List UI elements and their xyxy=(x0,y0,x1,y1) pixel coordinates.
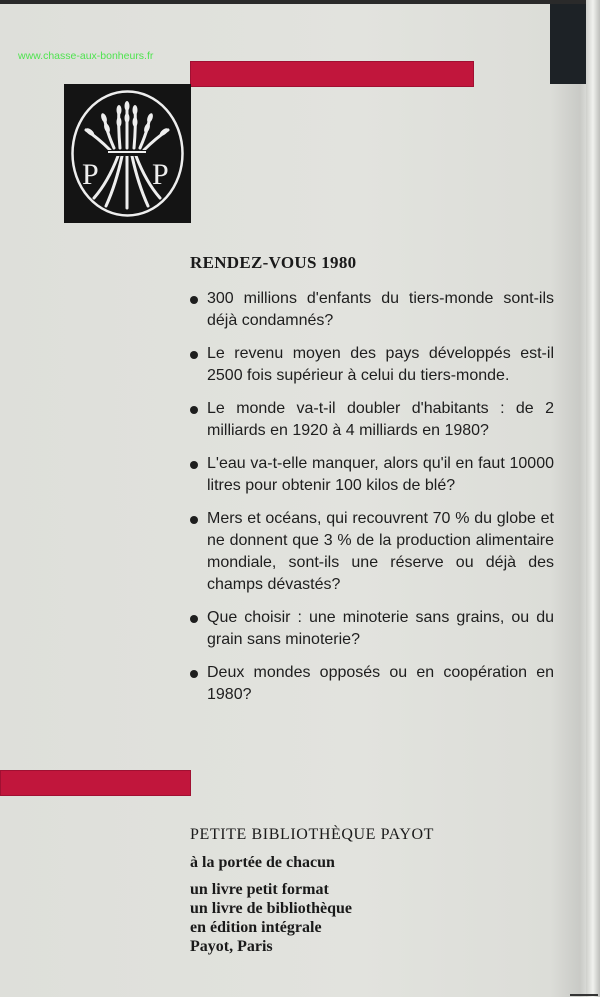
svg-text:P: P xyxy=(152,158,169,191)
section-heading: RENDEZ-VOUS 1980 xyxy=(190,253,357,272)
list-item: Que choisir : une minoterie sans grains, ou du grain sans minoterie? xyxy=(190,607,554,651)
list-item: Mers et océans, qui recouvrent 70 % du globe et ne donnent que 3 % de la production alimentaire mondiale, sont-ils une réserve ou déjà des champs dévastés? xyxy=(190,508,554,596)
red-bar-bottom xyxy=(0,770,191,796)
bullet-icon xyxy=(190,351,198,359)
svg-text:P: P xyxy=(82,158,99,191)
bullet-icon xyxy=(190,461,198,469)
list-item: L'eau va-t-elle manquer, alors qu'il en faut 10000 litres pour obtenir 100 kilos de blé? xyxy=(190,453,554,497)
publisher-logo xyxy=(64,84,191,223)
bullet-icon xyxy=(190,296,198,304)
series-name: PETITE BIBLIOTHÈQUE PAYOT xyxy=(190,826,435,843)
series-line: en édition intégrale xyxy=(190,919,322,936)
bullet-icon xyxy=(190,406,198,414)
red-bar-top xyxy=(190,61,474,87)
series-line: un livre de bibliothèque xyxy=(190,900,352,917)
list-item: Le revenu moyen des pays développés est-il 2500 fois supérieur à celui du tiers-monde. xyxy=(190,343,554,387)
watermark-link[interactable]: www.chasse-aux-bonheurs.fr xyxy=(18,50,154,62)
spine-edge xyxy=(586,0,600,997)
series-line: un livre petit format xyxy=(190,881,329,898)
bullet-icon xyxy=(190,615,198,623)
publisher-line: Payot, Paris xyxy=(190,938,273,955)
fine-print xyxy=(570,994,598,996)
list-item: Deux mondes opposés ou en coopération en 1980? xyxy=(190,662,554,706)
bullet-icon xyxy=(190,670,198,678)
list-item: Le monde va-t-il doubler d'habitants : de 2 milliards en 1920 à 4 milliards en 1980? xyxy=(190,398,554,442)
series-block xyxy=(190,826,434,956)
bullet-icon xyxy=(190,516,198,524)
wheat-sheaf-icon xyxy=(64,84,191,223)
questions-list xyxy=(190,288,554,717)
list-item: 300 millions d'enfants du tiers-monde sont-ils déjà condamnés? xyxy=(190,288,554,332)
series-tagline: à la portée de chacun xyxy=(190,854,335,871)
